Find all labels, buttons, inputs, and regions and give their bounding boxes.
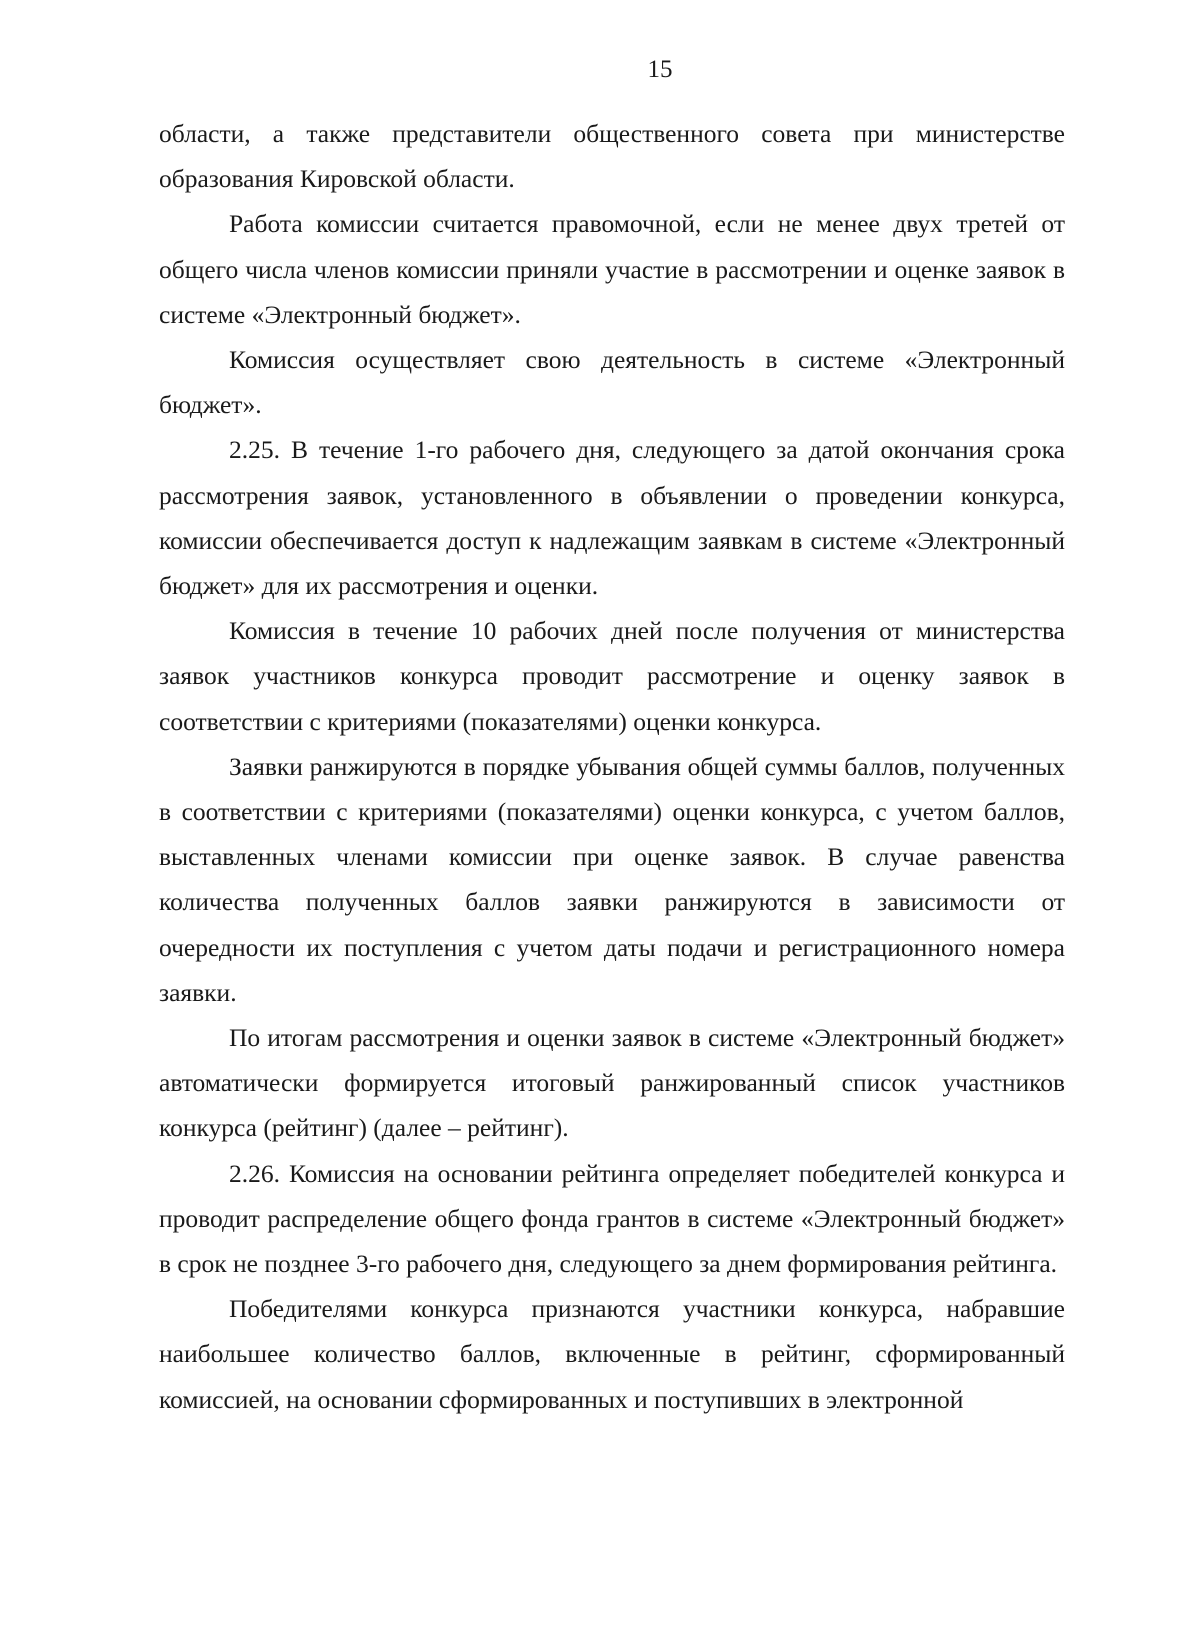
paragraph-5: Комиссия в течение 10 рабочих дней после получения от министерства заявок участников конкурса проводит рассмотрение и оценку заявок в соответствии с критериями (показателями) оценки конкурса.: [159, 616, 1065, 736]
page-number: 15: [647, 56, 673, 83]
paragraph-6: Заявки ранжируются в порядке убывания общей суммы баллов, полученных в соответствии с критериями (показателями) оценки конкурса, с учетом баллов, выставленных членами комиссии при оценке заявок. В случае равенства количества полученных баллов заявки ранжируются в зависимости от очередности их поступления с учетом даты подачи и регистрационного номера заявки.: [159, 751, 1065, 1007]
paragraph-2: Работа комиссии считается правомочной, если не менее двух третей от общего числа членов комиссии приняли участие в рассмотрении и оценке заявок в системе «Электронный бюджет».: [159, 209, 1065, 329]
paragraph-8: 2.26. Комиссия на основании рейтинга определяет победителей конкурса и проводит распределение общего фонда грантов в системе «Электронный бюджет» в срок не позднее 3-го рабочего дня, следующего за днем формирования рейтинга.: [159, 1158, 1065, 1279]
paragraph-9: Победителями конкурса признаются участники конкурса, набравшие наибольшее количество баллов, включенные в рейтинг, сформированный комиссией, на основании сформированных и поступивших в электронной: [159, 1294, 1065, 1414]
paragraph-4: 2.25. В течение 1-го рабочего дня, следующего за датой окончания срока рассмотрения заявок, установленного в объявлении о проведении конкурса, комиссии обеспечивается доступ к надлежащим заявкам в системе «Электронный бюджет» для их рассмотрения и оценки.: [159, 435, 1065, 601]
paragraph-1: области, а также представители общественного совета при министерстве образования Кировской области.: [159, 119, 1065, 194]
document-body: [159, 111, 1065, 1422]
paragraph-7: По итогам рассмотрения и оценки заявок в системе «Электронный бюджет» автоматически формируется итоговый ранжированный список участников конкурса (рейтинг) (далее – рейтинг).: [159, 1023, 1065, 1143]
paragraph-3: Комиссия осуществляет свою деятельность в системе «Электронный бюджет».: [159, 345, 1065, 420]
